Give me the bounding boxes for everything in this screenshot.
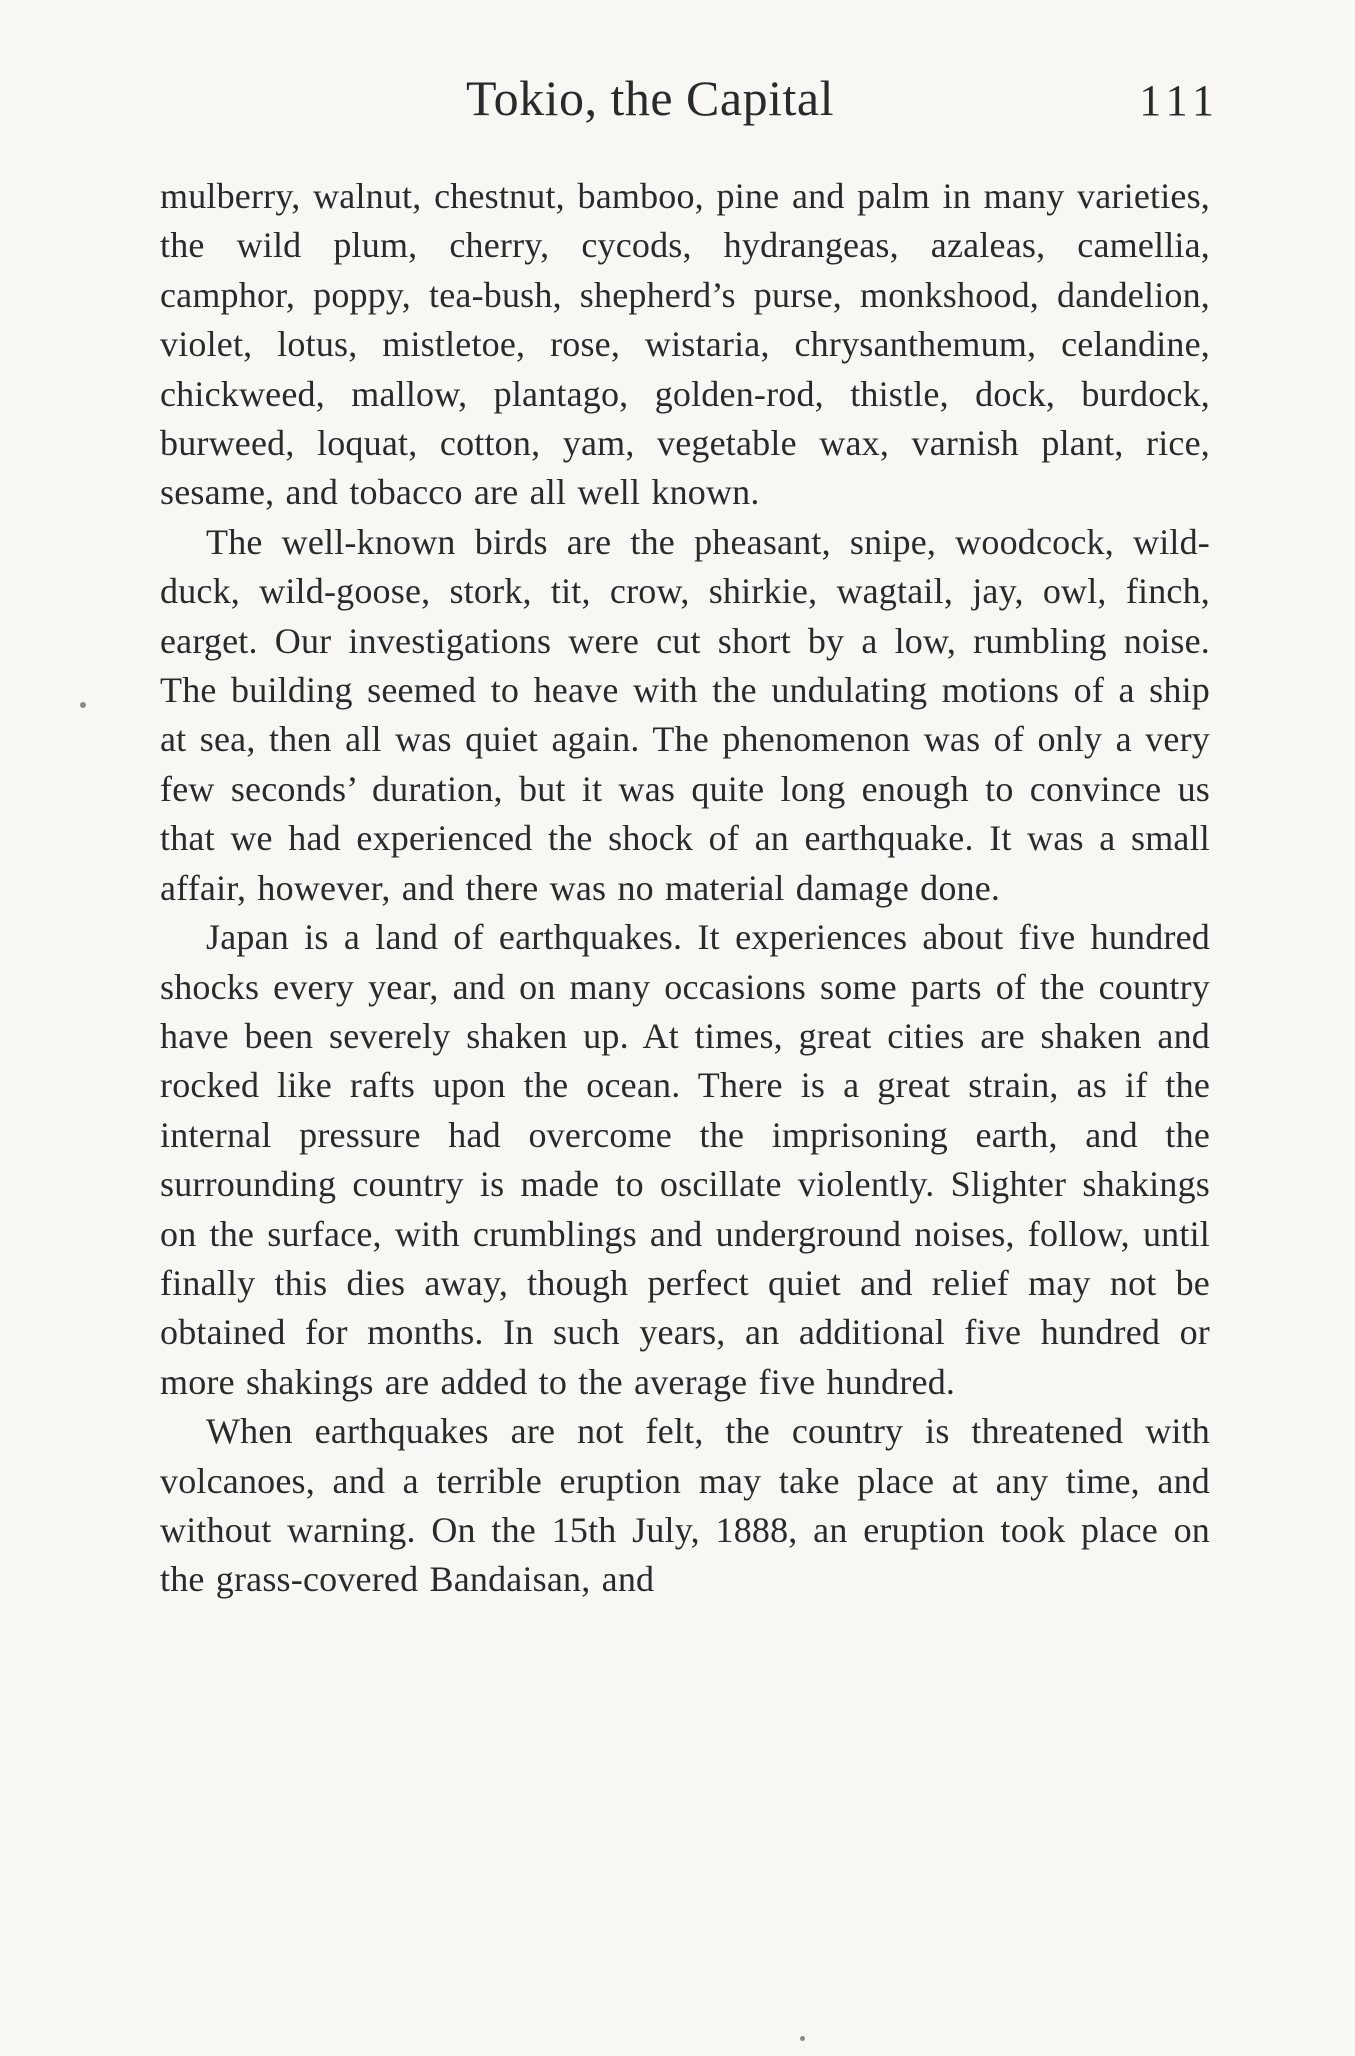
- paragraph-volcanoes: When earthquakes are not felt, the country is threatened with volcanoes, and a terrible eruption may take place at any time, and without warning. On the 15th July, 1888, an eruption took place on the grass-covered Bandaisan, and: [160, 1411, 1210, 1600]
- bottom-speck: [800, 2036, 805, 2041]
- paragraph-birds-earthquake: The well-known birds are the pheasant, snipe, woodcock, wild-duck, wild-goose, stork, tit, crow, shirkie, wagtail, jay, owl, finch, earget. Our investigations were cut short by a low, rumbling noise. The building seemed to heave with the undulating motions of a ship at sea, then all was quiet again. The phenomenon was of only a very few seconds’ duration, but it was quite long enough to convince us that we had experienced the shock of an earthquake. It was a small affair, however, and there was no material damage done.: [160, 521, 1210, 908]
- page-number: 111: [1139, 76, 1220, 125]
- paragraph-plants-continued: mulberry, walnut, chestnut, bamboo, pine and palm in many varieties, the wild plum, cherry, cycods, hydrangeas, azaleas, camellia, camphor, poppy, tea-bush, shepherd’s purse, monkshood, dandelion, violet, lotus, mistletoe, rose, wistaria, chrysanthemum, celandine, chickweed, mallow, plantago, golden-rod, thistle, dock, burdock, burweed, loquat, cotton, yam, vegetable wax, varnish plant, rice, sesame, and tobacco are all well known.: [160, 176, 1210, 513]
- body-text: [160, 172, 1210, 1605]
- running-head: [160, 68, 1220, 128]
- running-title: Tokio, the Capital: [466, 70, 834, 126]
- paragraph-land-of-earthquakes: Japan is a land of earthquakes. It experiences about five hundred shocks every year, and on many occasions some parts of the country have been severely shaken up. At times, great cities are shaken and rocked like rafts upon the ocean. There is a great strain, as if the internal pressure had overcome the imprisoning earth, and the surrounding country is made to oscillate violently. Slighter shakings on the surface, with crumblings and underground noises, follow, until finally this dies away, though perfect quiet and relief may not be obtained for months. In such years, an additional five hundred or more shakings are added to the average five hundred.: [160, 917, 1210, 1402]
- margin-speck: [80, 702, 86, 708]
